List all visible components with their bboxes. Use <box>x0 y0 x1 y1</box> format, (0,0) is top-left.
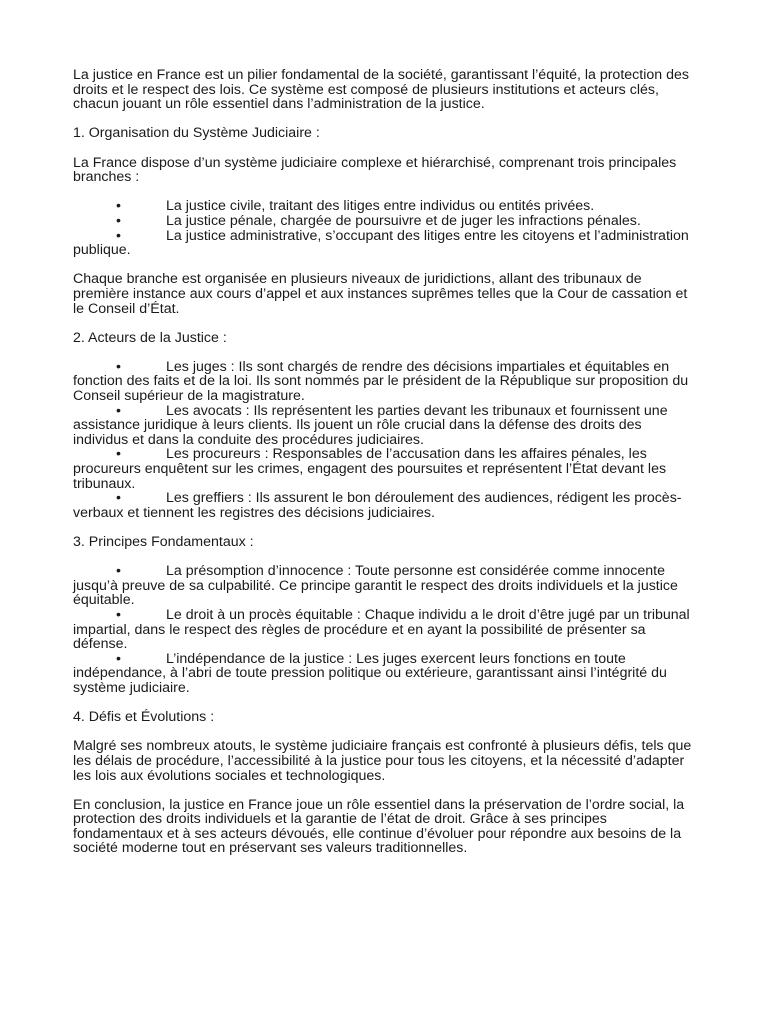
bullet-marker: • <box>116 490 121 507</box>
section-heading-principes: 3. Principes Fondamentaux : <box>73 534 254 550</box>
bullet-marker: • <box>116 358 121 375</box>
intro-paragraph: La justice en France est un pilier fondamental de la société, garantissant l’équité, la protection des droits et le respect des lois. Ce système est composé de plusieurs institutions et acteurs clés, chacun jouant un rôle essentiel dans l’administration de la justice. <box>73 67 689 113</box>
section-heading-organisation: 1. Organisation du Système Judiciaire : <box>73 125 320 142</box>
organisation-branch-list <box>73 199 698 257</box>
document-body <box>73 68 698 871</box>
section-heading-defis: 4. Défis et Évolutions : <box>73 709 215 726</box>
bullet-marker: • <box>116 402 121 419</box>
list-item-text: L’indépendance de la justice : Les juges exercent leurs fonctions en toute indépendance, à l’abri de toute pression politique ou extérieure, garantissant ainsi l’intégrité du système judiciaire. <box>73 650 667 696</box>
list-item-text: Le droit à un procès équitable : Chaque individu a le droit d’être jugé par un tribunal impartial, dans le respect des règles de procédure et en ayant la possibilité de présenter sa défense. <box>73 606 690 653</box>
list-item <box>73 491 698 520</box>
list-item <box>73 229 698 258</box>
acteurs-list <box>73 360 698 521</box>
bullet-marker: • <box>116 227 121 244</box>
list-item-text: La justice pénale, chargée de poursuivre et de juger les infractions pénales. <box>166 212 641 229</box>
bullet-marker: • <box>116 606 121 623</box>
list-item-text: La justice administrative, s’occupant des litiges entre les citoyens et l’administration publique. <box>73 227 689 259</box>
list-item-text: Les juges : Ils sont chargés de rendre des décisions impartiales et équitables en fonction des faits et de la loi. Ils sont nommés par le président de la République sur proposition du Conseil supérieur de la magistrature. <box>73 358 689 405</box>
organisation-lead-paragraph: La France dispose d’un système judiciaire complexe et hiérarchisé, comprenant trois principales branches : <box>73 154 677 186</box>
list-item <box>73 360 698 404</box>
defis-paragraph: Malgré ses nombreux atouts, le système judiciaire français est confronté à plusieurs défis, tels que les délais de procédure, l’accessibilité à la justice pour tous les citoyens, et la nécessité d’adapter les lois aux évolutions sociales et technologiques. <box>73 738 692 784</box>
bullet-marker: • <box>116 198 121 215</box>
bullet-marker: • <box>116 212 121 229</box>
bullet-marker: • <box>116 650 121 667</box>
list-item <box>73 447 698 491</box>
list-item-text: Les avocats : Ils représentent les parties devant les tribunaux et fournissent une assistance juridique à leurs clients. Ils jouent un rôle crucial dans la défense des droits des individus et dans la conduite des procédures judiciaires. <box>73 402 668 448</box>
list-item-text: Les procureurs : Responsables de l’accusation dans les affaires pénales, les procureurs enquêtent sur les crimes, engagent des poursuites et représentent l’État devant les tribunaux. <box>73 446 667 492</box>
bullet-marker: • <box>116 563 121 580</box>
bullet-marker: • <box>116 446 121 463</box>
list-item <box>73 199 698 214</box>
list-item <box>73 404 698 448</box>
conclusion-paragraph: En conclusion, la justice en France joue un rôle essentiel dans la préservation de l’ordre social, la protection des droits individuels et la garantie de l’état de droit. Grâce à ses principes fondamentaux et à ses acteurs dévoués, elle continue d’évoluer pour répondre aux besoins de la société moderne tout en préservant ses valeurs traditionnelles. <box>73 796 685 857</box>
organisation-closing-paragraph: Chaque branche est organisée en plusieurs niveaux de juridictions, allant des tribunaux de première instance aux cours d’appel et aux instances suprêmes telles que la Cour de cassation et le Conseil d’État. <box>73 271 688 317</box>
list-item <box>73 608 698 652</box>
list-item <box>73 214 698 229</box>
list-item-text: La justice civile, traitant des litiges entre individus ou entités privées. <box>166 198 595 215</box>
section-heading-acteurs: 2. Acteurs de la Justice : <box>73 329 227 346</box>
list-item <box>73 652 698 696</box>
list-item-text: La présomption d’innocence : Toute personne est considérée comme innocente jusqu’à preuve de sa culpabilité. Ce principe garantit le respect des droits individuels et la justice équitable. <box>73 563 678 609</box>
principes-list <box>73 564 698 695</box>
list-item <box>73 564 698 608</box>
list-item-text: Les greffiers : Ils assurent le bon déroulement des audiences, rédigent les procès-verbaux et tiennent les registres des décisions judiciaires. <box>73 490 682 521</box>
